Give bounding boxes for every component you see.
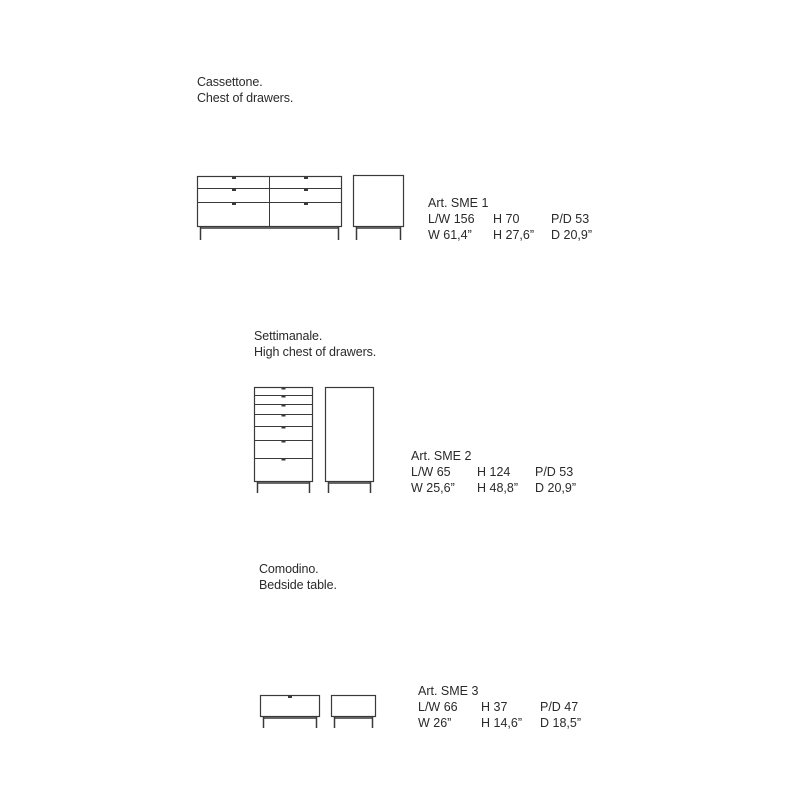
article-code: Art. SME 3 bbox=[418, 684, 479, 698]
high-chest-front-view bbox=[255, 388, 313, 494]
width-cm: L/W 65 bbox=[411, 465, 451, 479]
width-inch: W 61,4” bbox=[428, 228, 472, 242]
depth-inch: D 20,9” bbox=[551, 228, 592, 242]
height-inch: H 27,6” bbox=[493, 228, 534, 242]
height-cm: H 37 bbox=[481, 700, 508, 714]
dimensions-cm-row bbox=[418, 699, 608, 715]
width-inch: W 25,6” bbox=[411, 481, 455, 495]
height-inch: H 14,6” bbox=[481, 716, 522, 730]
product-name-english: Chest of drawers. bbox=[197, 91, 294, 105]
width-cm: L/W 66 bbox=[418, 700, 458, 714]
product-name-italian: Comodino. bbox=[259, 562, 319, 576]
product-name-english: High chest of drawers. bbox=[254, 345, 377, 359]
spec-block-sme2 bbox=[411, 448, 601, 496]
spec-block-sme1 bbox=[428, 195, 618, 243]
product-name-italian: Cassettone. bbox=[197, 75, 263, 89]
bedside-table-front-view bbox=[261, 696, 320, 729]
height-inch: H 48,8” bbox=[477, 481, 518, 495]
product-caption-sme2 bbox=[254, 328, 376, 360]
width-inch: W 26” bbox=[418, 716, 452, 730]
depth-cm: P/D 53 bbox=[551, 212, 590, 226]
dimensions-inch-row bbox=[428, 227, 618, 243]
dimensions-inch-row bbox=[418, 715, 608, 731]
dimensions-cm-row bbox=[428, 211, 618, 227]
depth-cm: P/D 53 bbox=[535, 465, 574, 479]
article-code: Art. SME 2 bbox=[411, 449, 472, 463]
article-code: Art. SME 1 bbox=[428, 196, 489, 210]
product-name-italian: Settimanale. bbox=[254, 329, 323, 343]
chest-side-view bbox=[354, 176, 404, 241]
product-caption-sme3 bbox=[259, 561, 337, 593]
width-cm: L/W 156 bbox=[428, 212, 475, 226]
depth-cm: P/D 47 bbox=[540, 700, 579, 714]
depth-inch: D 18,5” bbox=[540, 716, 581, 730]
dimensions-inch-row bbox=[411, 480, 601, 496]
product-name-english: Bedside table. bbox=[259, 578, 337, 592]
dimensions-cm-row bbox=[411, 464, 601, 480]
bedside-table-side-view bbox=[332, 696, 376, 729]
depth-inch: D 20,9” bbox=[535, 481, 576, 495]
height-cm: H 70 bbox=[493, 212, 520, 226]
chest-front-view bbox=[198, 177, 342, 241]
height-cm: H 124 bbox=[477, 465, 511, 479]
high-chest-side-view bbox=[326, 388, 374, 494]
spec-block-sme3 bbox=[418, 683, 608, 731]
